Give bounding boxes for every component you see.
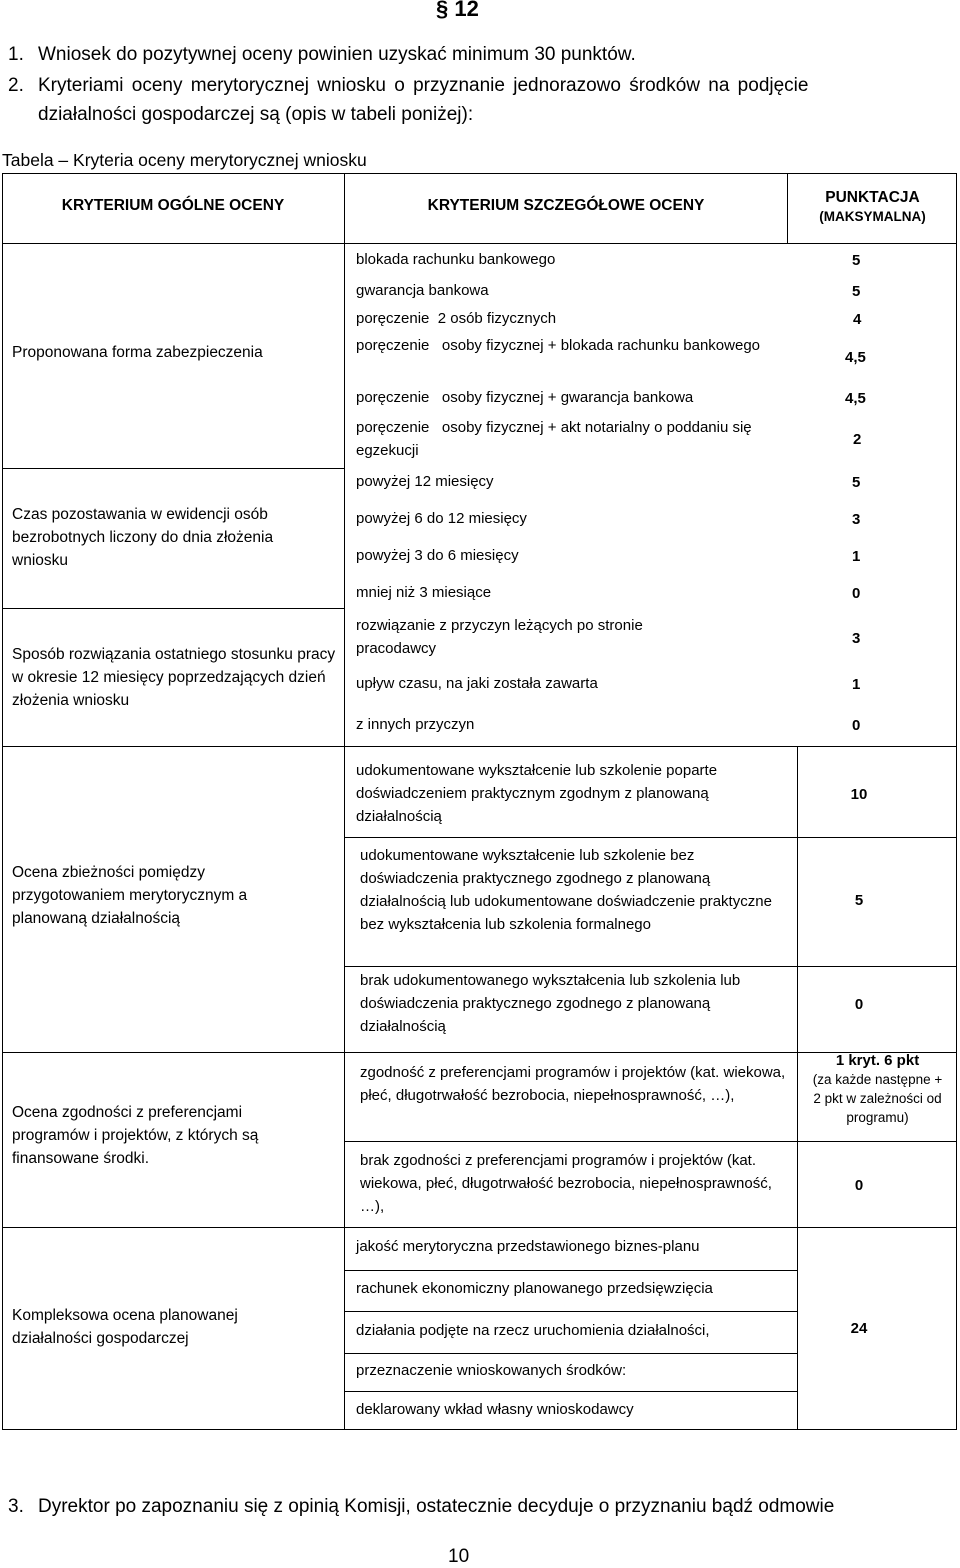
column-divider: [344, 173, 345, 1430]
points-value: 0: [854, 1177, 864, 1194]
points-value: 1: [852, 676, 861, 693]
detail-row: przeznaczenie wnioskowanych środków:: [356, 1362, 627, 1379]
row-rule: [345, 966, 957, 967]
table-border-bottom: [2, 1429, 957, 1430]
points-value: 10: [850, 786, 868, 803]
paragraph-2-cont: działalności gospodarczej są (opis w tabeli poniżej):: [38, 104, 474, 125]
points-value: 24: [850, 1320, 868, 1337]
row-rule: [345, 1353, 797, 1354]
header-detail-criterion: KRYTERIUM SZCZEGÓŁOWE OCENY: [427, 197, 705, 214]
points-value: 1 kryt. 6 pkt: [835, 1052, 920, 1069]
group-rule: [2, 746, 957, 747]
detail-row: poręczenie 2 osób fizycznych: [356, 310, 557, 327]
table-border-left: [2, 173, 3, 1430]
paragraph-2: [8, 75, 808, 97]
points-value: 0: [852, 585, 861, 602]
criterion-unemployment-time: Czas pozostawania w ewidencji osób bezrobotnych liczony do dnia złożenia wniosku: [12, 506, 274, 569]
table-caption: Tabela – Kryteria oceny merytorycznej wniosku: [2, 150, 367, 170]
points-value: 4,5: [845, 390, 866, 407]
detail-row: powyżej 12 miesięcy: [356, 473, 494, 490]
header-general-criterion: KRYTERIUM OGÓLNE OCENY: [61, 197, 285, 214]
paragraph-3: [8, 1496, 834, 1518]
points-value: 4,5: [845, 349, 866, 366]
detail-row: gwarancja bankowa: [356, 282, 489, 299]
page-number: 10: [448, 1546, 470, 1567]
points-value: 3: [852, 630, 861, 647]
criterion-security-form: Proponowana forma zabezpieczenia: [12, 344, 263, 361]
group-rule: [2, 1227, 957, 1228]
detail-row: deklarowany wkład własny wnioskodawcy: [356, 1401, 634, 1418]
header-points-sub: (MAKSYMALNA): [819, 209, 926, 224]
points-value: 5: [854, 892, 864, 909]
points-note: (za każde następne + 2 pkt w zależności od programu): [812, 1072, 943, 1125]
points-value: 5: [852, 252, 861, 269]
criterion-qualification-fit: Ocena zbieżności pomiędzy przygotowaniem merytorycznym a planowaną działalnością: [12, 864, 248, 927]
detail-row: poręczenie osoby fizycznej + gwarancja bankowa: [356, 389, 694, 406]
detail-row: brak udokumentowanego wykształcenia lub szkolenia lub doświadczenia praktycznego zgodnego z planowaną działalnością: [360, 972, 741, 1035]
points-value: 2: [853, 431, 862, 448]
paragraph-text: Wniosek do pozytywnej oceny powinien uzyskać minimum 30 punktów.: [38, 44, 636, 65]
detail-row: mniej niż 3 miesiące: [356, 584, 492, 601]
criterion-employment-termination: Sposób rozwiązania ostatniego stosunku pracy w okresie 12 miesięcy poprzedzających dzień złożenia wniosku: [12, 646, 336, 709]
points-value: 3: [852, 511, 861, 528]
detail-row: udokumentowane wykształcenie lub szkolenie bez doświadczenia praktycznego zgodnego z planowaną działalnością lub udokumentowane doświadczenie praktyczne bez wykształcenia lub szkolenia formalnego: [360, 847, 772, 933]
criterion-business-plan: Kompleksowa ocena planowanej działalności gospodarczej: [12, 1307, 238, 1347]
detail-row: powyżej 3 do 6 miesięcy: [356, 547, 519, 564]
group-rule: [2, 608, 344, 609]
paragraph-text: Dyrektor po zapoznaniu się z opinią Komisji, ostatecznie decyduje o przyznaniu bądź odmowie: [38, 1496, 835, 1517]
points-value: 5: [852, 283, 861, 300]
points-value: 4: [853, 311, 862, 328]
table-border-top: [2, 173, 957, 174]
row-rule: [345, 837, 957, 838]
row-rule: [345, 1311, 797, 1312]
row-rule: [345, 1270, 797, 1271]
paragraph-number: 2.: [8, 75, 24, 96]
header-points: PUNKTACJA: [825, 189, 920, 206]
column-divider: [787, 173, 788, 243]
detail-row: powyżej 6 do 12 miesięcy: [356, 510, 527, 527]
criteria-table: [2, 173, 957, 1430]
detail-row: upływ czasu, na jaki została zawarta: [356, 675, 598, 692]
table-border-right: [956, 173, 957, 1430]
paragraph-number: 3.: [8, 1496, 24, 1517]
row-rule: [345, 1141, 957, 1142]
detail-row: brak zgodności z preferencjami programów i projektów (kat. wiekowa, płeć, długotrwałość bezrobocia, niepełnosprawność, …),: [360, 1152, 772, 1215]
points-value: 5: [852, 474, 861, 491]
detail-row: rachunek ekonomiczny planowanego przedsięwzięcia: [356, 1280, 713, 1297]
paragraph-text: Kryteriami oceny merytorycznej wniosku o przyznanie jednorazowo środków na podjęcie: [38, 75, 809, 96]
group-rule: [2, 468, 344, 469]
detail-row: działania podjęte na rzecz uruchomienia działalności,: [356, 1322, 710, 1339]
detail-row: udokumentowane wykształcenie lub szkolenie poparte doświadczeniem praktycznym zgodnym z planowaną działalnością: [356, 762, 718, 825]
detail-row: rozwiązanie z przyczyn leżących po stronie pracodawcy: [356, 617, 643, 657]
detail-row: zgodność z preferencjami programów i projektów (kat. wiekowa, płeć, długotrwałość bezrobocia, niepełnosprawność, …),: [360, 1064, 786, 1104]
points-value: 0: [852, 717, 861, 734]
paragraph-1: [8, 44, 636, 66]
detail-row: poręczenie osoby fizycznej + blokada rachunku bankowego: [356, 337, 761, 354]
points-value: 1: [852, 548, 861, 565]
paragraph-number: 1.: [8, 44, 24, 65]
detail-row: z innych przyczyn: [356, 716, 475, 733]
header-rule: [2, 243, 957, 244]
row-rule: [345, 1391, 797, 1392]
points-value: 0: [854, 996, 864, 1013]
detail-row: poręczenie osoby fizycznej + akt notarialny o poddaniu się egzekucji: [356, 419, 756, 459]
section-mark: § 12: [436, 0, 479, 21]
detail-row: blokada rachunku bankowego: [356, 251, 556, 268]
criterion-program-preferences: Ocena zgodności z preferencjami programów i projektów, z których są finansowane środki.: [12, 1104, 259, 1167]
detail-row: jakość merytoryczna przedstawionego biznes-planu: [356, 1238, 700, 1255]
